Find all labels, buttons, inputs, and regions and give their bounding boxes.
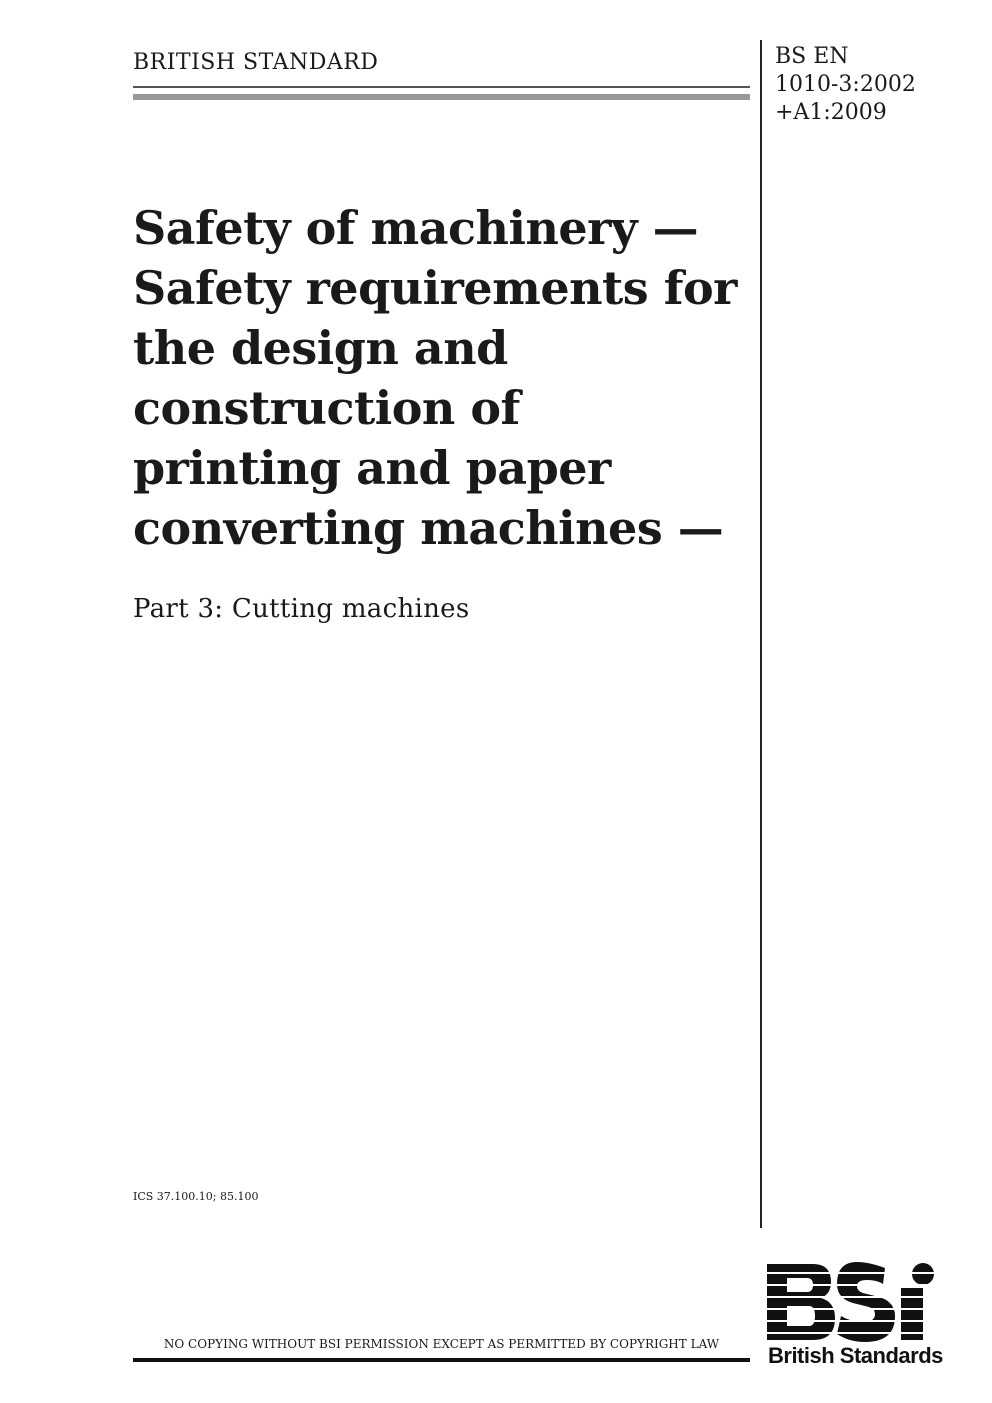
- title-line: converting machines —: [133, 501, 724, 555]
- copyright-notice: NO COPYING WITHOUT BSI PERMISSION EXCEPT AS PERMITTED BY COPYRIGHT LAW: [163, 1337, 720, 1351]
- title-line: printing and paper: [133, 441, 611, 495]
- standard-number: [775, 43, 916, 127]
- title-line: construction of: [133, 381, 520, 435]
- footer-rule: [133, 1358, 750, 1362]
- header-label: BRITISH STANDARD: [133, 50, 379, 75]
- part-subtitle: Part 3: Cutting machines: [133, 594, 470, 624]
- standard-number-line: BS EN: [775, 44, 849, 69]
- ics-code: ICS 37.100.10; 85.100: [133, 1190, 259, 1203]
- vertical-rule: [760, 40, 762, 1228]
- logo-caption: British Standards: [768, 1343, 943, 1368]
- document-title: [133, 198, 755, 558]
- standard-number-line: 1010-3:2002: [775, 72, 916, 97]
- header-rule-thick: [133, 94, 750, 100]
- header-rule-thin: [133, 86, 750, 88]
- title-line: Safety of machinery —: [133, 201, 699, 255]
- standard-number-line: +A1:2009: [775, 100, 887, 125]
- title-line: the design and: [133, 321, 508, 375]
- title-line: Safety requirements for: [133, 261, 737, 315]
